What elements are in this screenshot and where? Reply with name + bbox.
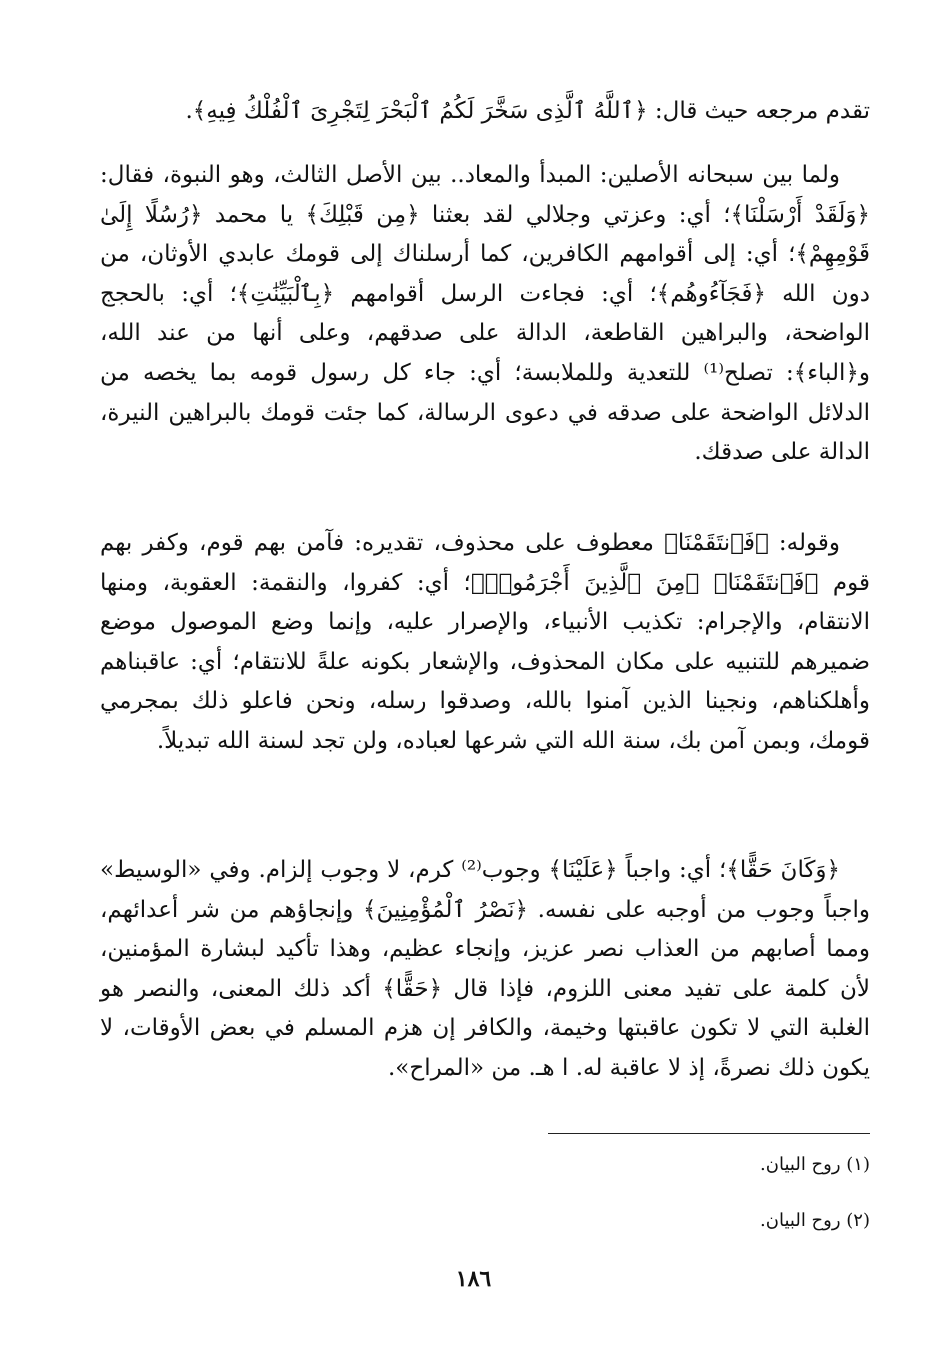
paragraph-continuation bbox=[100, 92, 870, 132]
paragraph-text: ولما بين سبحانه الأصلين: المبدأ والمعاد.. بين الأصل الثالث، وهو النبوة، فقال: ﴿وَلَقَدْ أَرْسَلْنَا﴾؛ أي: وعزتي وجلالي لقد بعثنا ﴿مِن قَبْلِكَ﴾ يا محمد ﴿رُسُلًا إِلَىٰ قَوْمِهِمْ﴾؛ أي: إلى أقوامهم الكافرين، كما أرسلناك إلى قومك عابدي الأوثان، من دون الله ﴿فَجَآءُوهُم﴾؛ أي: فجاءت الرسل أقوامهم ﴿بِٱلْبَيِّنَٰتِ﴾؛ أي: بالحجج الواضحة، والبراهين القاطعة، الدالة على صدقهم، وعلى أنها من عند الله، و﴿الباء﴾: تصلح⁽¹⁾ للتعدية وللملابسة؛ أي: جاء كل رسول قومه بما يخصه من الدلائل الواضحة على صدقه في دعوى الرسالة، كما جئت قومك بالبراهين النيرة، الدالة على صدقك. bbox=[100, 162, 870, 466]
paragraph-victory bbox=[100, 851, 870, 1089]
page-number: ١٨٦ bbox=[455, 1266, 492, 1292]
footnote-1: (١) روح البيان. bbox=[760, 1154, 870, 1175]
paragraph-retribution bbox=[100, 524, 870, 762]
footnote-divider bbox=[548, 1133, 870, 1134]
paragraph-text: تقدم مرجعه حيث قال: ﴿ٱللَّهُ ٱلَّذِى سَخَّرَ لَكُمُ ٱلْبَحْرَ لِتَجْرِىَ ٱلْفُلْكُ فِيهِ﴾. bbox=[185, 98, 870, 124]
paragraph-text: وقوله: ﴿فَٱنتَقَمْنَا﴾ معطوف على محذوف، تقديره: فآمن بهم قوم، وكفر بهم قوم ﴿فَٱنتَقَمْنَا﴾ ﴿مِنَ ٱلَّذِينَ أَجْرَمُوا۟﴾؛ أي: كفروا، والنقمة: العقوبة، ومنها الانتقام، والإجرام: تكذيب الأنبياء، والإصرار عليه، وإنما وضع الموصول موضع ضميرهم للتنبيه على مكان المحذوف، والإشعار بكونه علةً للانتقام؛ أي: عاقبناهم وأهلكناهم، ونجينا الذين آمنوا بالله، وصدقوا رسله، ونحن فاعلو ذلك بمجرمي قومك، وبمن آمن بك، سنة الله التي شرعها لعباده، ولن تجد لسنة الله تبديلاً. bbox=[100, 530, 870, 754]
paragraph-text: ﴿وَكَانَ حَقًّا﴾؛ أي: واجباً ﴿عَلَيْنَا﴾ وجوب⁽²⁾ كرم، لا وجوب إلزام. وفي «الوسيط» واجباً وجوب من أوجبه على نفسه. ﴿نَصْرُ ٱلْمُؤْمِنِينَ﴾ وإنجاؤهم من شر أعدائهم، ومما أصابهم من العذاب نصر عزيز، وإنجاء عظيم، وهذا تأكيد لبشارة المؤمنين، لأن كلمة على تفيد معنى اللزوم، فإذا قال ﴿حَقًّا﴾ أكد ذلك المعنى، والنصر هو الغلبة التي لا تكون عاقبتها وخيمة، والكافر إن هزم المسلم في بعض الأوقات، لا يكون ذلك نصرةً، إذ لا عاقبة له. ا هـ. من «المراح». bbox=[100, 857, 870, 1081]
paragraph-prophethood bbox=[100, 156, 870, 473]
footnote-2: (٢) روح البيان. bbox=[760, 1210, 870, 1231]
